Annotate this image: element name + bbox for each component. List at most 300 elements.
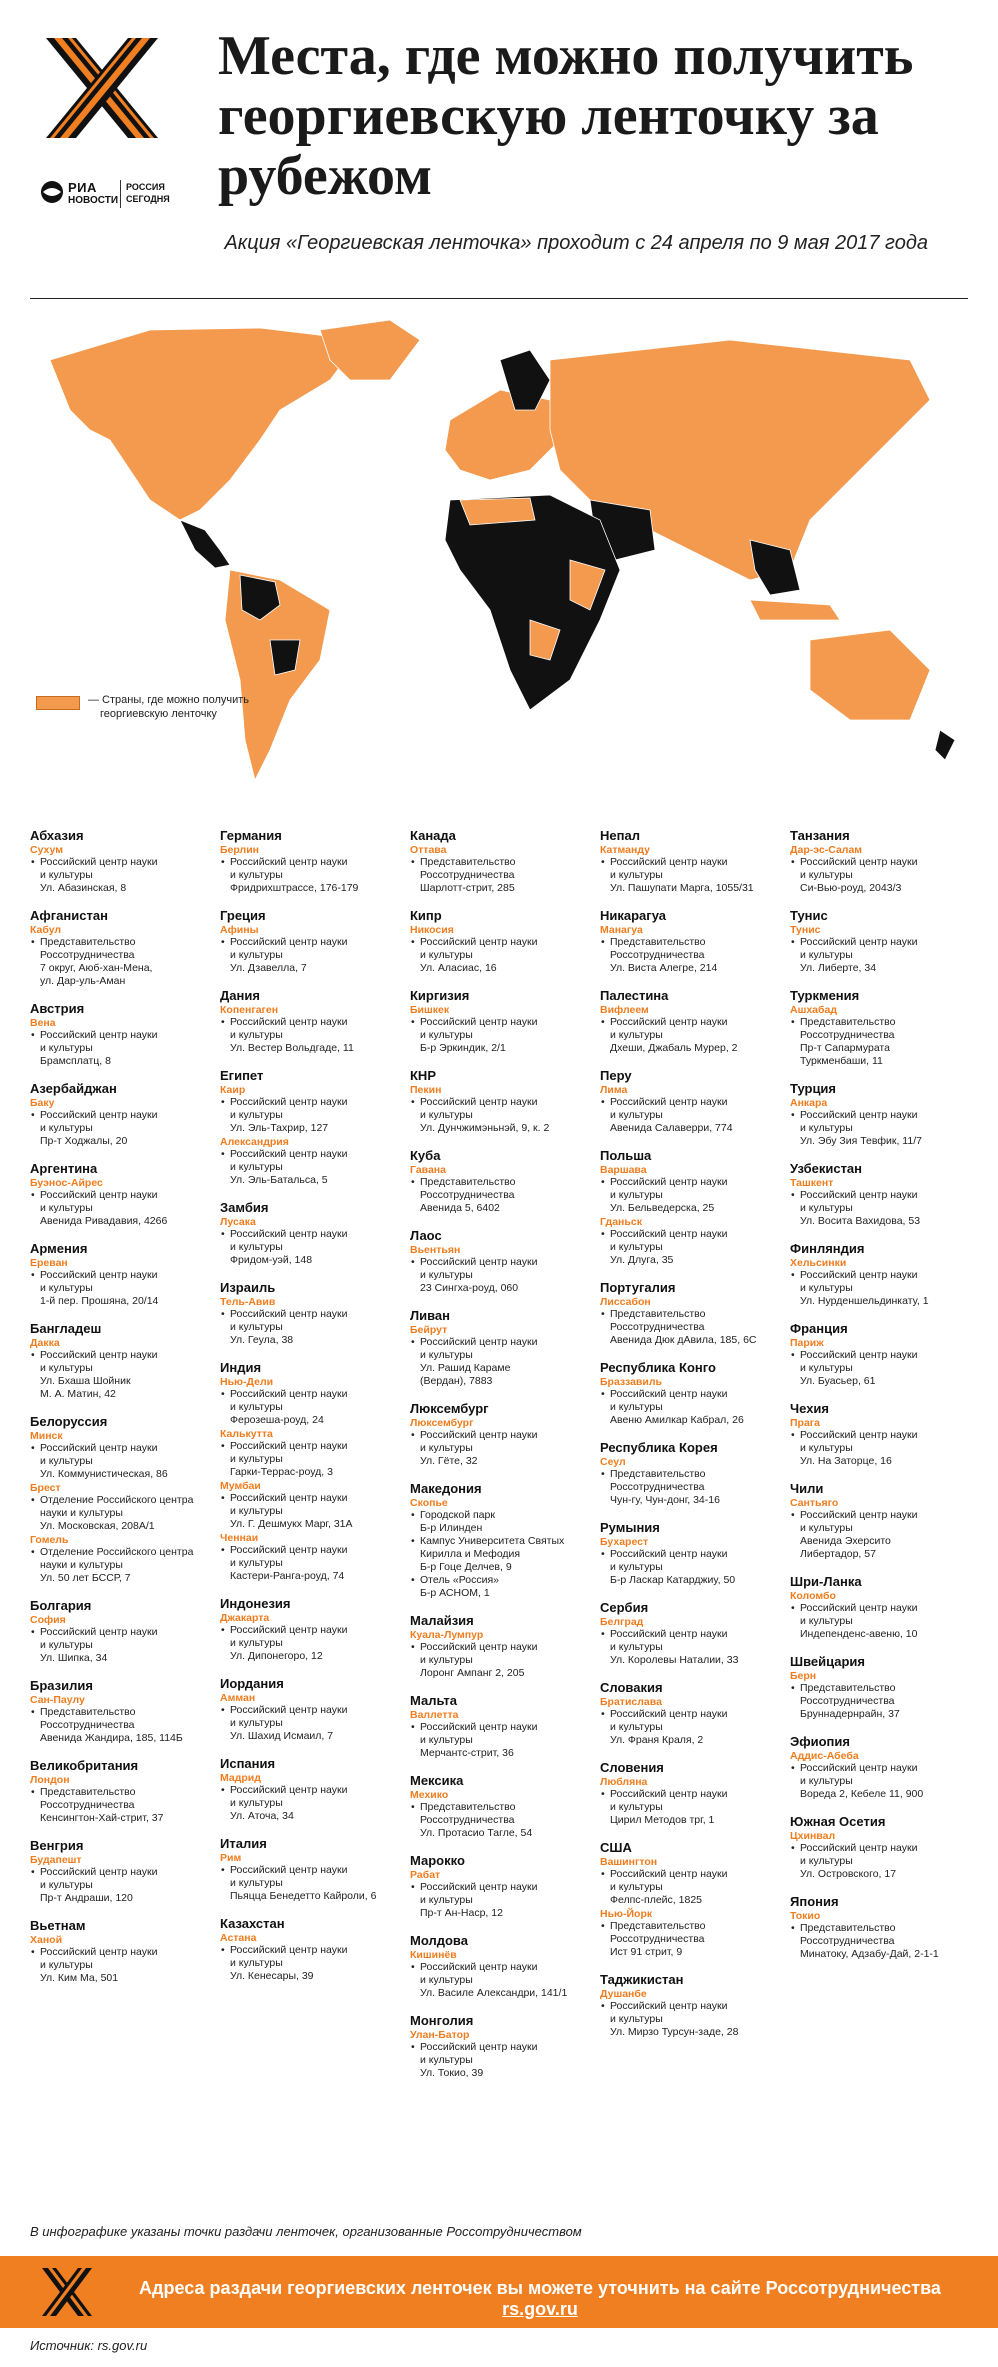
address-bullet-line: • Кампус Университета Святых xyxy=(410,1535,596,1548)
city-name: Баку xyxy=(30,1097,55,1109)
address-line: Ул. Дипонегоро, 12 xyxy=(230,1650,323,1662)
brand-segodnya: СЕГОДНЯ xyxy=(126,194,170,204)
address-line: и культуры xyxy=(40,1959,93,1971)
address-bullet-line: • Представительство xyxy=(600,1468,786,1481)
country-name: Кипр xyxy=(410,908,442,923)
city-name: Ереван xyxy=(30,1257,68,1269)
address-bullet-line: • Российский центр науки xyxy=(790,1429,976,1442)
country-name: Италия xyxy=(220,1836,267,1851)
country-block xyxy=(220,1836,406,1903)
country-name: Австрия xyxy=(30,1001,85,1016)
map-europe xyxy=(445,390,560,480)
address-bullet-line: • Представительство xyxy=(30,1786,216,1799)
address-line: и культуры xyxy=(610,1881,663,1893)
address-line: Россотрудничества xyxy=(420,869,515,881)
address-line: Вореда 2, Кебеле 11, 900 xyxy=(800,1788,924,1800)
address-line: Ул. Ким Ма, 501 xyxy=(40,1972,119,1984)
city-name: Браззавиль xyxy=(600,1376,662,1388)
address-bullet-line: • Российский центр науки xyxy=(30,856,216,869)
city-name: Минск xyxy=(30,1430,63,1442)
city-name: Брест xyxy=(30,1482,61,1494)
country-name: Палестина xyxy=(600,988,669,1003)
address-line: и культуры xyxy=(40,1122,93,1134)
map-africa-orange-north xyxy=(460,498,535,525)
country-name: Иордания xyxy=(220,1676,284,1691)
city-name: Берлин xyxy=(220,844,260,856)
country-block xyxy=(600,1680,786,1747)
address-bullet-line: • Российский центр науки xyxy=(600,1788,786,1801)
address-line: Ул. Виста Алегре, 214 xyxy=(610,962,718,974)
address-line: Россотрудничества xyxy=(40,1799,135,1811)
city-name: Душанбе xyxy=(600,1988,647,2000)
address-line: Ул. Токио, 39 xyxy=(420,2067,484,2079)
address-line: Кенсингтон-Хай-стрит, 37 xyxy=(40,1812,164,1824)
city-name: Сухум xyxy=(30,844,63,856)
country-name: Шри-Ланка xyxy=(790,1574,862,1589)
address-line: Ул. Буасьер, 61 xyxy=(800,1375,876,1387)
address-bullet-line: • Представительство xyxy=(30,936,216,949)
address-line: Россотрудничества xyxy=(800,1695,895,1707)
city-name: Никосия xyxy=(410,924,454,936)
brand-separator xyxy=(120,180,121,208)
address-line: Ул. Геула, 38 xyxy=(230,1334,294,1346)
address-line: и культуры xyxy=(610,1029,663,1041)
city-name: Куала-Лумпур xyxy=(410,1629,484,1641)
country-block xyxy=(30,828,216,895)
address-line: Ул. Василе Александри, 141/1 xyxy=(420,1987,568,1999)
address-bullet-line: • Российский центр науки xyxy=(30,1866,216,1879)
country-name: Португалия xyxy=(600,1280,676,1295)
address-line: Россотрудничества xyxy=(800,1029,895,1041)
city-name: Нью-Дели xyxy=(220,1376,274,1388)
country-name: Япония xyxy=(790,1894,839,1909)
country-block xyxy=(30,1838,216,1905)
country-block xyxy=(600,1280,786,1347)
address-bullet-line: • Российский центр науки xyxy=(220,1016,406,1029)
address-line: науки и культуры xyxy=(40,1559,123,1571)
country-block xyxy=(30,1758,216,1825)
banner-text xyxy=(110,2278,970,2320)
country-block xyxy=(410,988,596,1055)
address-line: Чун-гу, Чун-донг, 34-16 xyxy=(610,1494,720,1506)
city-name: Калькутта xyxy=(220,1428,273,1440)
address-line: Кастери-Ранга-роуд, 74 xyxy=(230,1570,345,1582)
country-block xyxy=(220,908,406,975)
address-bullet-line: • Представительство xyxy=(790,1682,976,1695)
address-line: Ул. Пашупати Марга, 1055/31 xyxy=(610,882,754,894)
address-line: Б-р Ласкар Катарджиу, 50 xyxy=(610,1574,736,1586)
city-name: Буэнос-Айрес xyxy=(30,1177,103,1189)
country-block xyxy=(790,1321,976,1388)
address-bullet-line: • Российский центр науки xyxy=(410,1016,596,1029)
city-name: Люксембург xyxy=(410,1417,474,1429)
country-block xyxy=(790,1161,976,1228)
address-line: Ул. Эль-Тахрир, 127 xyxy=(230,1122,329,1134)
city-name: Скопье xyxy=(410,1497,448,1509)
city-name: Ченнаи xyxy=(220,1532,259,1544)
country-name: Франция xyxy=(790,1321,848,1336)
address-line: Ул. Аласиас, 16 xyxy=(420,962,497,974)
city-name: София xyxy=(30,1614,66,1626)
country-block xyxy=(410,1401,596,1468)
header xyxy=(0,0,998,300)
country-name: Киргизия xyxy=(410,988,470,1003)
address-line: Шарлотт-стрит, 285 xyxy=(420,882,515,894)
country-name: Таджикистан xyxy=(600,1972,684,1987)
footer-banner xyxy=(0,2256,998,2328)
city-name: Лусака xyxy=(220,1216,256,1228)
address-line: и культуры xyxy=(40,1042,93,1054)
address-line: и культуры xyxy=(800,869,853,881)
country-block xyxy=(600,1360,786,1427)
address-line: и культуры xyxy=(610,2013,663,2025)
map-legend xyxy=(36,694,276,734)
country-name: Белоруссия xyxy=(30,1414,108,1429)
country-block xyxy=(410,1693,596,1760)
address-line: Ул. Шипка, 34 xyxy=(40,1652,108,1664)
country-block xyxy=(600,1840,786,1959)
address-line: и культуры xyxy=(800,1442,853,1454)
city-name: Анкара xyxy=(790,1097,828,1109)
address-line: и культуры xyxy=(420,1349,473,1361)
address-line: и культуры xyxy=(420,949,473,961)
country-name: Вьетнам xyxy=(30,1918,86,1933)
address-line: Ул. Эбу Зия Тевфик, 11/7 xyxy=(800,1135,922,1147)
city-name: Вьентьян xyxy=(410,1244,461,1256)
country-block xyxy=(600,1068,786,1135)
country-block xyxy=(790,908,976,975)
address-bullet-line: • Российский центр науки xyxy=(410,1721,596,1734)
address-line: Пр-т Ан-Наср, 12 xyxy=(420,1907,503,1919)
address-line: Ул. Франя Краля, 2 xyxy=(610,1734,704,1746)
country-block xyxy=(600,988,786,1055)
address-bullet-line: • Российский центр науки xyxy=(600,856,786,869)
address-line: Авенида Жандира, 185, 114Б xyxy=(40,1732,183,1744)
address-bullet-line: • Российский центр науки xyxy=(790,1269,976,1282)
city-name: Кабул xyxy=(30,924,62,936)
address-bullet-line: • Российский центр науки xyxy=(600,1628,786,1641)
address-bullet-line: • Российский центр науки xyxy=(220,936,406,949)
address-line: Ул. Либерте, 34 xyxy=(800,962,877,974)
country-block xyxy=(790,1814,976,1881)
city-name: Вена xyxy=(30,1017,56,1029)
country-name: Узбекистан xyxy=(790,1161,863,1176)
city-name: Хельсинки xyxy=(790,1257,847,1269)
country-name: Люксембург xyxy=(410,1401,489,1416)
address-line: и культуры xyxy=(610,1561,663,1573)
address-line: Лоронг Ампанг 2, 205 xyxy=(420,1667,525,1679)
country-block xyxy=(410,1228,596,1295)
address-line: и культуры xyxy=(230,1957,283,1969)
country-block xyxy=(30,1321,216,1401)
country-block xyxy=(220,1756,406,1823)
address-line: Ул. Островского, 17 xyxy=(800,1868,897,1880)
address-line: и культуры xyxy=(610,1801,663,1813)
country-name: Непал xyxy=(600,828,640,843)
address-line: и культуры xyxy=(230,1029,283,1041)
country-name: Словения xyxy=(600,1760,664,1775)
city-name: Александрия xyxy=(220,1136,289,1148)
address-line: 7 округ, Аюб-хан-Мена, xyxy=(40,962,153,974)
map-new-zealand xyxy=(935,730,955,760)
address-line: Авенида Салаверри, 774 xyxy=(610,1122,733,1134)
country-name: Канада xyxy=(410,828,456,843)
address-line: Ул. Шахид Исмаил, 7 xyxy=(230,1730,334,1742)
country-name: Эфиопия xyxy=(790,1734,850,1749)
address-bullet-line: • Российский центр науки xyxy=(410,1256,596,1269)
city-name: Джакарта xyxy=(220,1612,270,1624)
country-block xyxy=(220,1360,406,1583)
address-line: науки и культуры xyxy=(40,1507,123,1519)
city-name: Варшава xyxy=(600,1164,647,1176)
country-name: Армения xyxy=(30,1241,88,1256)
country-name: Сербия xyxy=(600,1600,649,1615)
address-line: и культуры xyxy=(40,1362,93,1374)
country-block xyxy=(30,1598,216,1665)
address-bullet-line: • Российский центр науки xyxy=(220,1784,406,1797)
address-line: и культуры xyxy=(230,1797,283,1809)
address-line: и культуры xyxy=(230,869,283,881)
address-bullet-line: • Представительство xyxy=(790,1016,976,1029)
country-block xyxy=(790,1241,976,1308)
address-bullet-line: • Представительство xyxy=(30,1706,216,1719)
address-line: Б-р АСНОМ, 1 xyxy=(420,1587,490,1599)
address-bullet-line: • Российский центр науки xyxy=(600,1228,786,1241)
address-bullet-line: • Российский центр науки xyxy=(600,1096,786,1109)
address-bullet-line: • Российский центр науки xyxy=(600,1176,786,1189)
address-bullet-line: • Российский центр науки xyxy=(220,1096,406,1109)
country-name: Афганистан xyxy=(30,908,108,923)
address-bullet-line: • Российский центр науки xyxy=(600,1016,786,1029)
city-name: Катманду xyxy=(600,844,650,856)
country-block xyxy=(790,1894,976,1961)
country-block xyxy=(220,1200,406,1267)
address-bullet-line: • Российский центр науки xyxy=(30,1109,216,1122)
city-name: Цхинвал xyxy=(790,1830,836,1842)
address-bullet-line: • Российский центр науки xyxy=(790,856,976,869)
address-line: и культуры xyxy=(610,1721,663,1733)
city-name: Вашингтон xyxy=(600,1856,658,1868)
address-line: и культуры xyxy=(230,1505,283,1517)
country-name: Азербайджан xyxy=(30,1081,117,1096)
banner-link[interactable]: rs.gov.ru xyxy=(502,2299,578,2319)
brand-logo xyxy=(40,178,180,214)
address-line: М. А. Матин, 42 xyxy=(40,1388,116,1400)
page-subtitle: Акция «Георгиевская ленточка» проходит с 24 апреля по 9 мая 2017 года xyxy=(224,232,928,254)
address-bullet-line: • Представительство xyxy=(600,1920,786,1933)
address-line: Россотрудничества xyxy=(610,1933,705,1945)
address-line: Россотрудничества xyxy=(420,1189,515,1201)
address-line: и культуры xyxy=(230,1161,283,1173)
address-bullet-line: • Российский центр науки xyxy=(790,1109,976,1122)
country-name: Дания xyxy=(220,988,260,1003)
address-line: и культуры xyxy=(230,1717,283,1729)
city-name: Аддис-Абеба xyxy=(790,1750,859,1762)
address-line: 23 Сингха-роуд, 060 xyxy=(420,1282,519,1294)
country-block xyxy=(410,1481,596,1600)
country-block xyxy=(790,1481,976,1561)
country-block xyxy=(220,1916,406,1983)
address-bullet-line: • Российский центр науки xyxy=(220,1544,406,1557)
address-bullet-line: • Российский центр науки xyxy=(220,1492,406,1505)
address-line: Ул. Мирзо Турсун-заде, 28 xyxy=(610,2026,739,2038)
city-name: Афины xyxy=(220,924,259,936)
address-bullet-line: • Российский центр науки xyxy=(410,1641,596,1654)
address-bullet-line: • Российский центр науки xyxy=(790,1602,976,1615)
banner-message: Адреса раздачи георгиевских ленточек вы можете уточнить на сайте Россотрудничества xyxy=(139,2278,941,2298)
address-line: Авенида Ривадавия, 4266 xyxy=(40,1215,168,1227)
address-line: Ул. Вестер Вольдгаде, 11 xyxy=(230,1042,354,1054)
country-block xyxy=(220,1068,406,1187)
country-block xyxy=(790,1081,976,1148)
address-line: и культуры xyxy=(800,1615,853,1627)
country-block xyxy=(410,1853,596,1920)
address-line: Цирил Методов трг, 1 xyxy=(610,1814,715,1826)
address-line: Ул. Протасио Тагле, 54 xyxy=(420,1827,533,1839)
country-name: Чили xyxy=(790,1481,824,1496)
address-line: Б-р Гоце Делчев, 9 xyxy=(420,1561,512,1573)
address-line: Ист 91 стрит, 9 xyxy=(610,1946,683,1958)
city-name: Рим xyxy=(220,1852,242,1864)
city-name: Дар-эс-Салам xyxy=(790,844,863,856)
city-name: Мехико xyxy=(410,1789,449,1801)
city-name: Рабат xyxy=(410,1869,441,1881)
country-name: Куба xyxy=(410,1148,441,1163)
address-line: и культуры xyxy=(230,1637,283,1649)
address-line: Россотрудничества xyxy=(610,1321,705,1333)
address-line: Ул. Длуга, 35 xyxy=(610,1254,674,1266)
address-line: и культуры xyxy=(800,1362,853,1374)
address-line: Либертадор, 57 xyxy=(800,1548,876,1560)
country-name: Марокко xyxy=(410,1853,465,1868)
address-line: Ул. Бельведерска, 25 xyxy=(610,1202,715,1214)
country-name: Болгария xyxy=(30,1598,92,1613)
address-line: и культуры xyxy=(800,1855,853,1867)
country-block xyxy=(790,988,976,1068)
city-name: Гомель xyxy=(30,1534,69,1546)
address-line: и культуры xyxy=(230,1557,283,1569)
city-name: Манагуа xyxy=(600,924,643,936)
country-name: Аргентина xyxy=(30,1161,98,1176)
country-block xyxy=(30,1414,216,1585)
address-line: и культуры xyxy=(800,1282,853,1294)
address-line: и культуры xyxy=(230,949,283,961)
address-bullet-line: • Российский центр науки xyxy=(790,936,976,949)
address-line: и культуры xyxy=(420,1734,473,1746)
address-line: Авеню Амилкар Кабрал, 26 xyxy=(610,1414,744,1426)
address-line: и культуры xyxy=(800,1122,853,1134)
address-line: и культуры xyxy=(800,1775,853,1787)
address-line: Пр-т Ходжалы, 20 xyxy=(40,1135,128,1147)
address-bullet-line: • Российский центр науки xyxy=(220,856,406,869)
address-line: Ул. Коммунистическая, 86 xyxy=(40,1468,168,1480)
address-line: Россотрудничества xyxy=(800,1935,895,1947)
address-columns xyxy=(30,828,970,2208)
address-line: Ул. 50 лет БССР, 7 xyxy=(40,1572,131,1584)
country-block xyxy=(410,1613,596,1680)
address-line: Мерчантс-стрит, 36 xyxy=(420,1747,514,1759)
country-block xyxy=(410,1148,596,1215)
address-bullet-line: • Российский центр науки xyxy=(30,1029,216,1042)
address-line: Россотрудничества xyxy=(610,1481,705,1493)
address-line: и культуры xyxy=(420,1109,473,1121)
city-name: Лиссабон xyxy=(600,1296,651,1308)
address-bullet-line: • Российский центр науки xyxy=(410,1096,596,1109)
address-line: Ул. Аточа, 34 xyxy=(230,1810,294,1822)
country-block xyxy=(410,908,596,975)
address-line: Фридрихштрассе, 176-179 xyxy=(230,882,359,894)
address-line: Пр-т Андраши, 120 xyxy=(40,1892,133,1904)
country-block xyxy=(410,1933,596,2000)
address-line: Кирилла и Мефодия xyxy=(420,1548,521,1560)
city-name: Токио xyxy=(790,1910,821,1922)
country-block xyxy=(600,908,786,975)
address-bullet-line: • Российский центр науки xyxy=(220,1704,406,1717)
country-name: Греция xyxy=(220,908,266,923)
page-title: Места, где можно получить георгиевскую ленточку за рубежом xyxy=(218,25,914,207)
address-column xyxy=(600,828,786,2052)
address-bullet-line: • Российский центр науки xyxy=(30,1189,216,1202)
country-block xyxy=(600,1440,786,1507)
country-block xyxy=(600,1600,786,1667)
country-block xyxy=(790,828,976,895)
country-name: Венгрия xyxy=(30,1838,84,1853)
address-bullet-line: • Российский центр науки xyxy=(600,1868,786,1881)
country-name: Израиль xyxy=(220,1280,276,1295)
country-name: Республика Корея xyxy=(600,1440,718,1455)
city-name: Каир xyxy=(220,1084,246,1096)
address-line: Ул. На Заторце, 16 xyxy=(800,1455,892,1467)
address-bullet-line: • Российский центр науки xyxy=(410,1961,596,1974)
country-name: Швейцария xyxy=(790,1654,866,1669)
address-bullet-line: • Российский центр науки xyxy=(600,1388,786,1401)
address-line: и культуры xyxy=(230,1877,283,1889)
address-column xyxy=(220,828,406,1996)
address-bullet-line: • Российский центр науки xyxy=(410,1881,596,1894)
city-name: Оттава xyxy=(410,844,447,856)
city-name: Бишкек xyxy=(410,1004,450,1016)
address-line: Россотрудничества xyxy=(420,1814,515,1826)
address-line: Ул. Г. Дешмукх Марг, 31А xyxy=(230,1518,353,1530)
address-line: и культуры xyxy=(800,949,853,961)
address-line: и культуры xyxy=(40,1282,93,1294)
city-name: Нью-Йорк xyxy=(600,1908,653,1920)
country-name: Абхазия xyxy=(30,828,84,843)
city-name: Мадрид xyxy=(220,1772,261,1784)
city-name: Берн xyxy=(790,1670,817,1682)
address-bullet-line: • Российский центр науки xyxy=(410,2041,596,2054)
address-line: и культуры xyxy=(800,1522,853,1534)
country-name: Чехия xyxy=(790,1401,829,1416)
address-bullet-line: • Представительство xyxy=(410,1176,596,1189)
address-bullet-line: • Российский центр науки xyxy=(220,1148,406,1161)
address-bullet-line: • Российский центр науки xyxy=(220,1308,406,1321)
address-line: и культуры xyxy=(40,869,93,881)
address-line: (Вердан), 7883 xyxy=(420,1375,493,1387)
city-name: Копенгаген xyxy=(220,1004,279,1016)
address-bullet-line: • Российский центр науки xyxy=(30,1946,216,1959)
address-line: Россотрудничества xyxy=(40,949,135,961)
address-bullet-line: • Российский центр науки xyxy=(30,1626,216,1639)
city-name: Сеул xyxy=(600,1456,626,1468)
address-bullet-line: • Российский центр науки xyxy=(790,1509,976,1522)
address-line: Гарки-Террас-роуд, 3 xyxy=(230,1466,333,1478)
country-name: Польша xyxy=(600,1148,652,1163)
country-block xyxy=(600,828,786,895)
country-name: Турция xyxy=(790,1081,837,1096)
country-block xyxy=(410,1773,596,1840)
country-name: Молдова xyxy=(410,1933,468,1948)
